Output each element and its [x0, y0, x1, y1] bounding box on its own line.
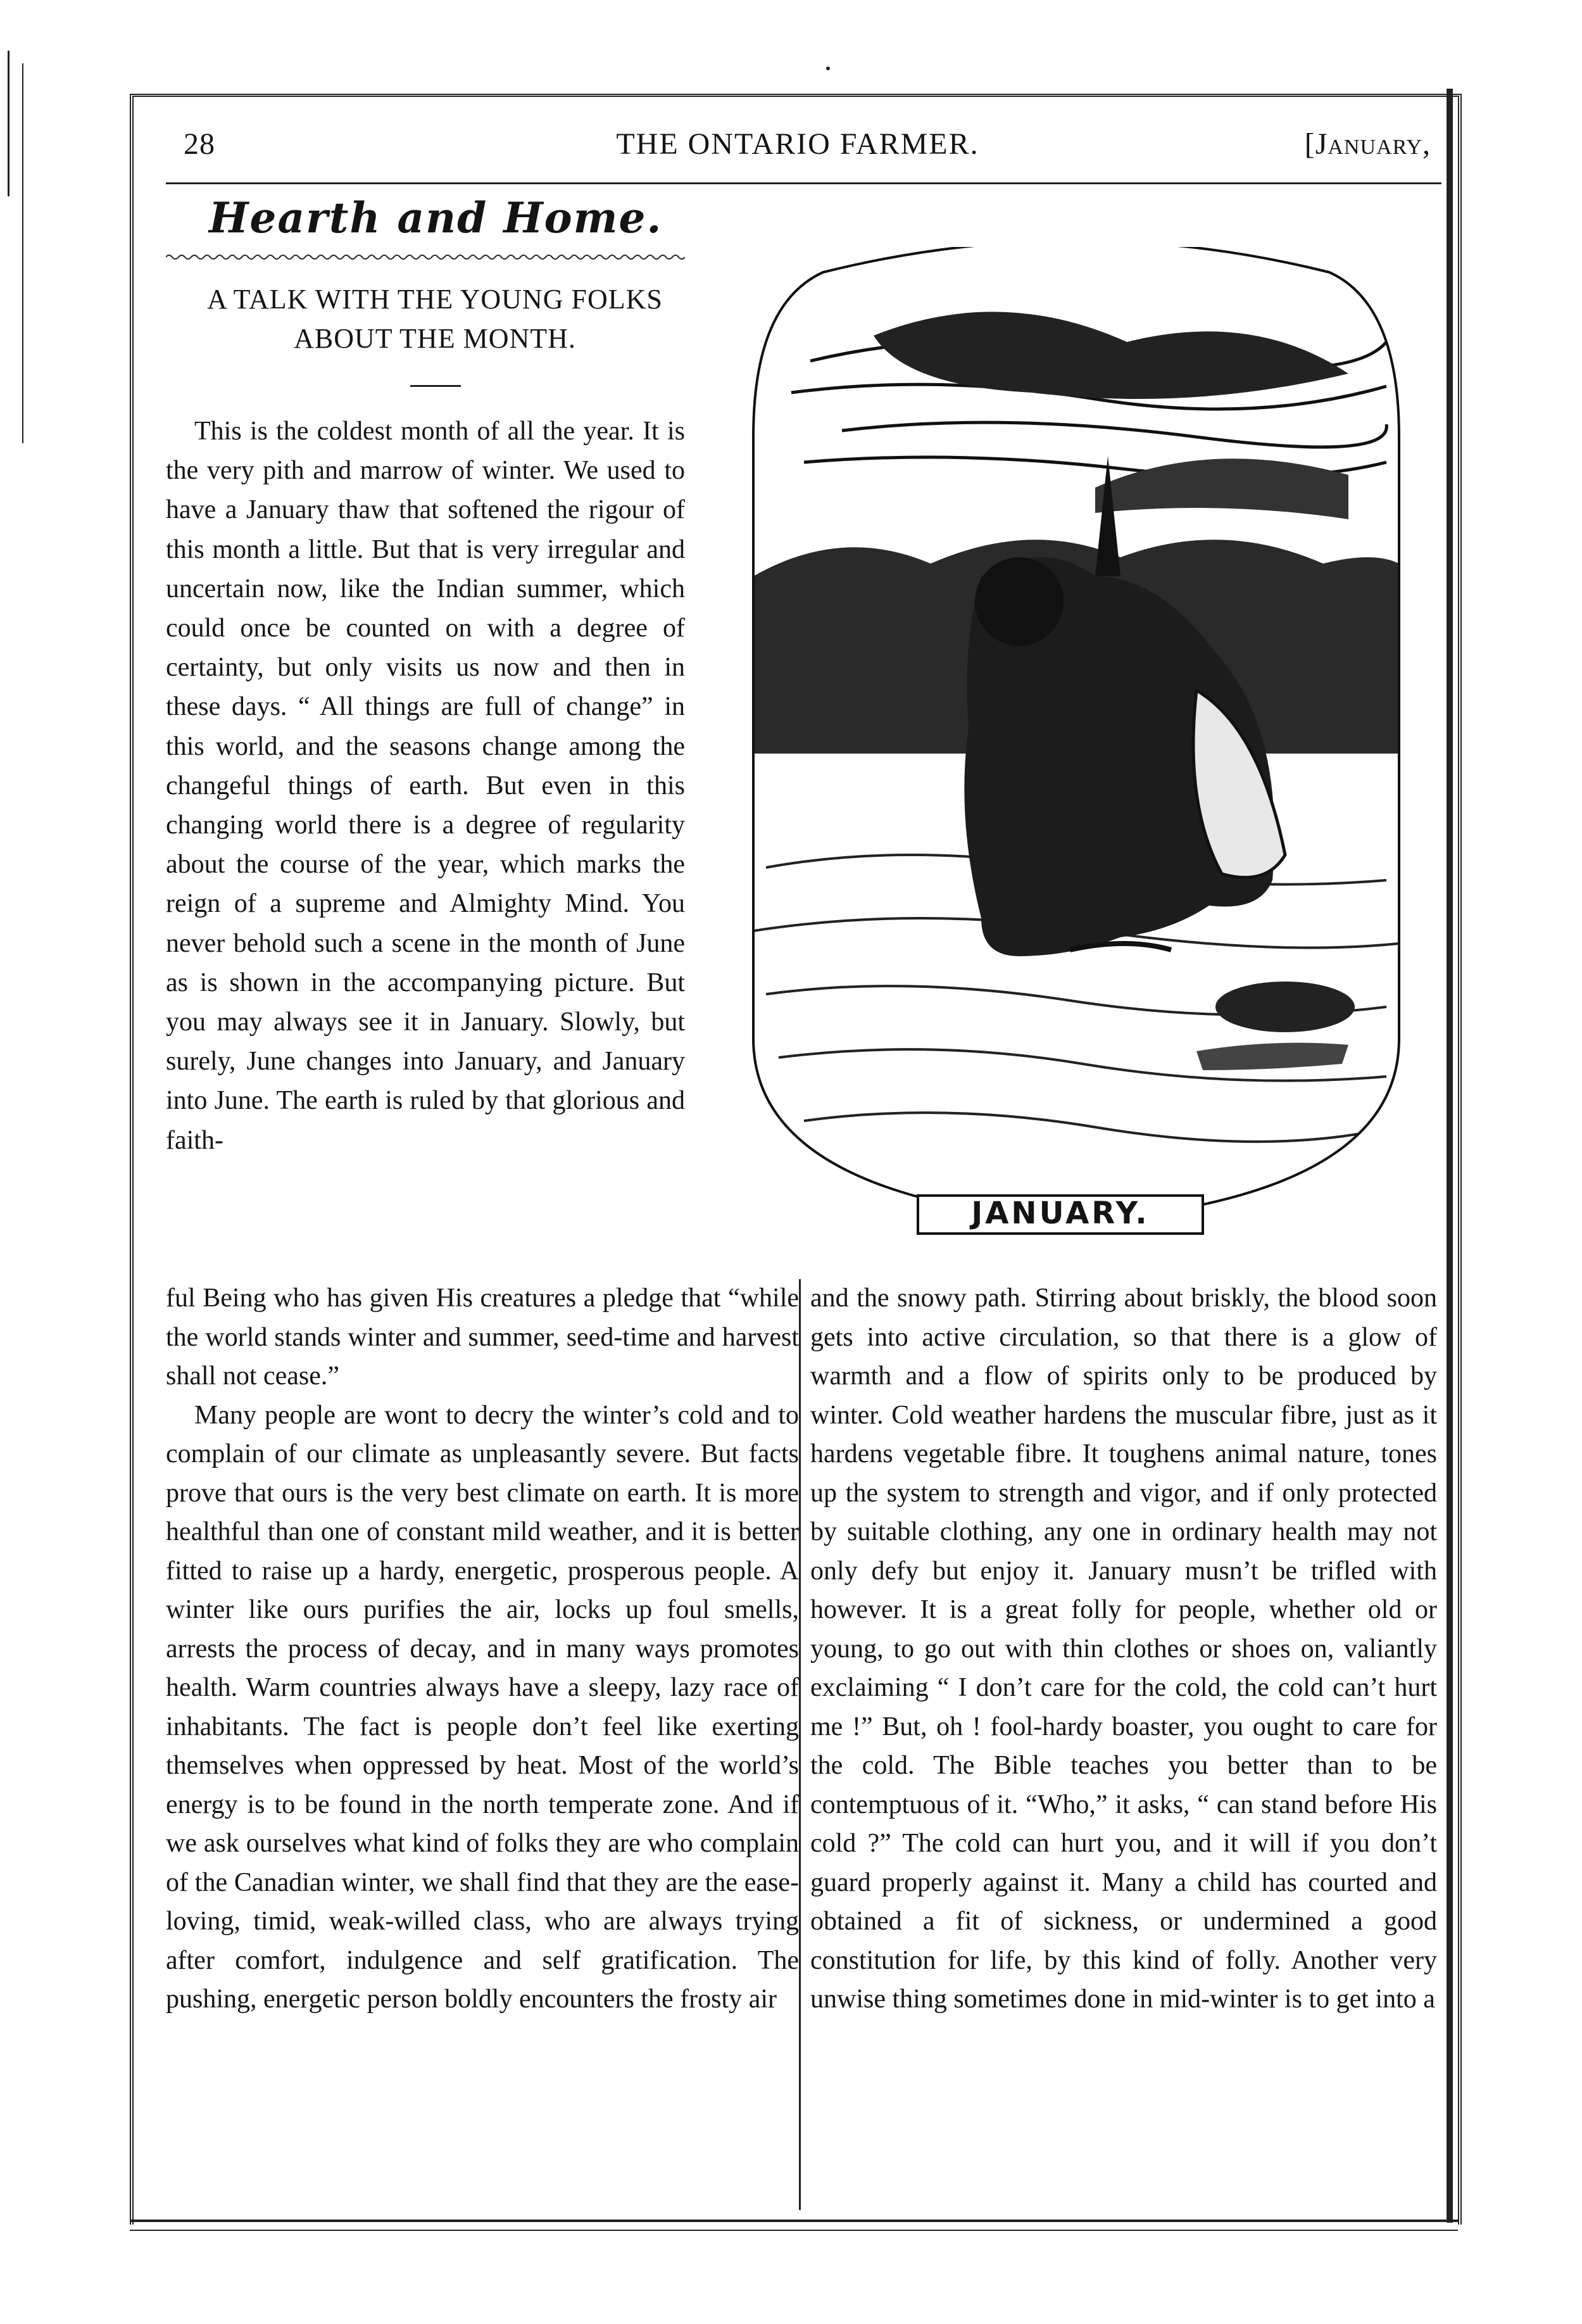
article-title-line: ABOUT THE MONTH.: [294, 323, 576, 354]
running-header: [158, 127, 1437, 177]
column-divider: [799, 1279, 801, 2210]
illustration-caption: JANUARY.: [971, 1196, 1150, 1231]
paragraph: ful Being who has given His creatures a pledge that “while the world stands winter and summer, seed-time and harvest shall not cease.”: [166, 1284, 799, 1391]
page-number: 28: [184, 127, 215, 161]
article-column-left-bottom: [166, 1279, 799, 2019]
paragraph: and the snowy path. Stirring about briskly, the blood soon gets into active circulation, so that there is a glow of warmth and a flow of spirits only to be produced by winter. Cold weather hardens the muscular fibre, just as it hardens vegetable fibre. It toughens animal nature, tones up the system to strength and vigor, and if only protected by suitable clothing, any one in ordinary health may not only defy but enjoy it. January musn’t be trifled with however. It is a great folly for people, whether old or young, to go out with thin clothes or shoes on, valiantly exclaiming “ I don’t care for the cold, the cold can’t hurt me !” But, oh ! fool-hardy boaster, you ought to care for the cold. The Bible teaches you better than to be contemptuous of it. “Who,” it asks, “ can stand before His cold ?” The cold can hurt you, and it will if you don’t guard properly against it. Many a child has courted and obtained a fit of sickness, or undermined a good constitution for life, by this kind of folly. Another very unwise thing sometimes done in mid-winter is to get into a: [810, 1284, 1437, 2014]
january-illustration: [715, 247, 1437, 1260]
paragraph: This is the coldest month of all the year. It is the very pith and marrow of winter. We used to have a January thaw that softened the rigour of this month a little. But that is very irregular and uncertain now, like the Indian summer, which could once be counted on with a degree of certainty, but only visits us now and then in these days. “ All things are full of change” in this world, and the seasons change among the changeful things of earth. But even in this changing world there is a degree of regularity about the course of the year, which marks the reign of a supreme and Almighty Mind. You never behold such a scene in the month of June as is shown in the accompanying picture. But you may always see it in January. Slowly, but surely, June changes into January, and January into June. The earth is ruled by that glorious and faith-: [166, 417, 685, 1155]
margin-mark: [8, 51, 9, 196]
skater-engraving-icon: [715, 247, 1437, 1260]
margin-mark: [22, 63, 23, 443]
article-column-left-top: [166, 412, 685, 1160]
paragraph: Many people are wont to decry the winter’s cold and to complain of our climate as unpleasantly severe. But facts prove that ours is the very best climate on earth. It is more healthful than one of constant mild weather, and it is better fitted to raise up a hardy, energetic, prosperous people. A winter like ours purifies the air, locks up foul smells, arrests the process of decay, and in many ways promotes health. Warm countries always have a sleepy, lazy race of inhabitants. The fact is people don’t feel like exerting themselves when oppressed by heat. Most of the world’s energy is to be found in the north temperate zone. And if we ask ourselves what kind of folks they are who complain of the Canadian winter, we shall find that they are the ease-loving, timid, weak-willed class, who are always trying after comfort, indulgence and self gratification. The pushing, energetic person boldly encounters the frosty air: [166, 1400, 799, 2014]
header-rule: [166, 182, 1441, 184]
dot-mark: [826, 66, 830, 70]
wavy-rule: [166, 252, 685, 262]
page-frame-bottom: [130, 2220, 1458, 2231]
issue-month: [January,: [1304, 127, 1431, 161]
section-title: Hearth and Home.: [209, 193, 663, 243]
frame-right-heavy: [1447, 89, 1453, 2223]
article-title-line: A TALK WITH THE YOUNG FOLKS: [207, 284, 663, 315]
short-rule: [410, 385, 461, 387]
article-title: [166, 280, 704, 358]
article-column-right-bottom: [810, 1279, 1437, 2019]
publication-title: THE ONTARIO FARMER.: [616, 127, 979, 161]
